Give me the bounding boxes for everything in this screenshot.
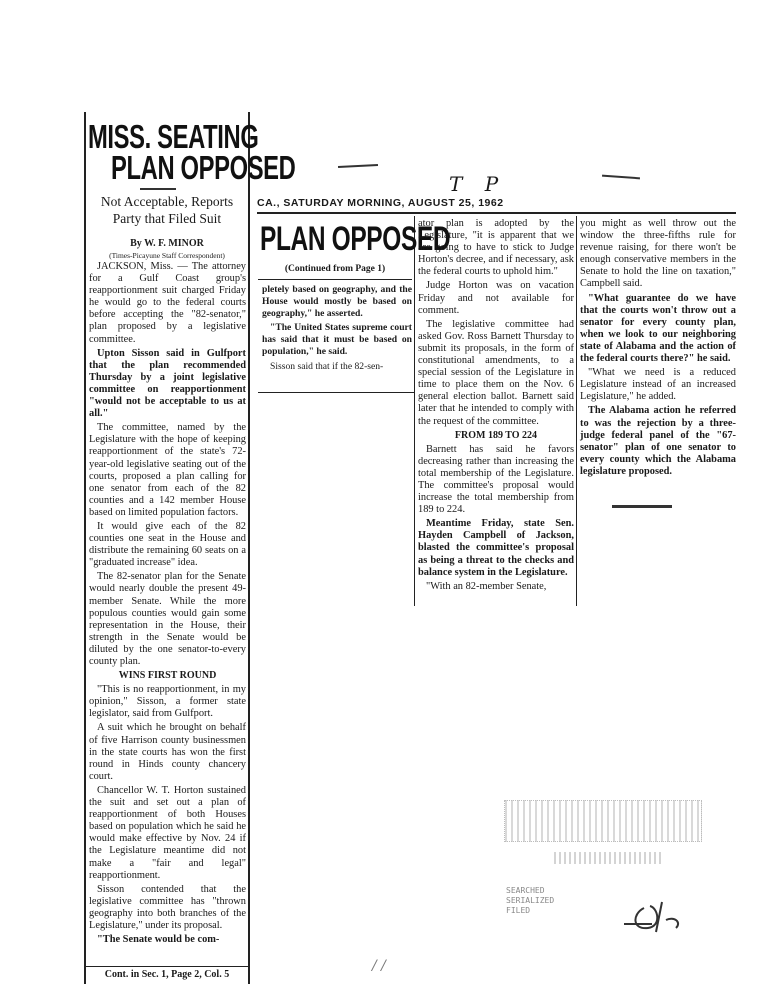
paragraph: JACKSON, Miss. — The attorney for a Gulf Coast group's reapportionment suit charged Friday he would go to the federal courts before accepting the "82-senator," plan proposed by a legislative committee.	[89, 261, 246, 345]
paragraph: Meantime Friday, state Sen. Hayden Campbell of Jackson, blasted the committee's proposal as being a threat to the checks and balance system in the Legislature.	[418, 518, 574, 578]
section-heading: FROM 189 TO 224	[454, 429, 538, 441]
paragraph: A suit which he brought on behalf of five Harrison county businessmen in the state courts has won the first round in Hinds county chancery court.	[89, 722, 246, 782]
right-col-3	[580, 218, 736, 480]
left-headline-2: PLAN OPPOSED	[111, 149, 296, 186]
paragraph: The Alabama action he referred to was the rejection by a three-judge federal panel of the "67-senator" plan of one senator to every county which the Alabama legislature proposed.	[580, 405, 736, 477]
paragraph: "With an 82-member Senate,	[426, 580, 547, 592]
paragraph: The legislative committee had asked Gov. Ross Barnett Thursday to submit its proposals, in the form of constitutional amendments, to a special session of the Legislature in time to place them on the Nov. 6 general election ballot. Barnett said later that he intended to comply with the request of the committee.	[418, 318, 574, 427]
paragraph: "The United States supreme court has said that it must be based on population," he said.	[262, 322, 412, 358]
right-col-2	[418, 218, 574, 595]
continued-line: Cont. in Sec. 1, Page 2, Col. 5	[104, 969, 230, 980]
column-rule	[414, 216, 415, 606]
byline: By W. F. MINOR	[130, 238, 204, 249]
paragraph: Barnett has said he favors decreasing rather than increasing the total membership of the Legislature. The committee's proposal would increase the total membership from 189 to 224.	[418, 443, 574, 516]
paragraph: "What guarantee do we have that the courts won't throw out a senator for every county plan, when we look to our neighboring state of Alabama and the action of the federal courts there?" he said.	[580, 292, 736, 365]
paragraph: The 82-senator plan for the Senate would nearly double the present 49-member Senate. While the more populous counties would gain some representation in the House, their strength in the Senate would be diluted by the one senator-to-every county plan.	[89, 571, 246, 667]
column-rule	[576, 216, 577, 606]
continued-from-rule	[258, 279, 412, 280]
left-subhead-2: Party that Filed Suit	[112, 211, 222, 226]
stamp-filed: FILED	[506, 906, 531, 915]
paragraph: Judge Horton was on vacation Friday and not available for comment.	[418, 280, 574, 316]
initials-scribble	[622, 898, 692, 938]
stamp-serialized: SERIALIZED	[506, 896, 555, 905]
end-mark	[612, 505, 672, 508]
paragraph: "This is no reapportionment, in my opinion," Sisson, a former state legislator, said from Gulfport.	[89, 684, 246, 720]
paragraph: Upton Sisson said in Gulfport that the plan recommended Thursday by a joint legislative committee on reapportionment "would not be acceptable to us at all."	[89, 347, 246, 420]
paragraph: "The Senate would be com-	[97, 934, 220, 946]
file-stamp	[504, 800, 700, 938]
section-heading: WINS FIRST ROUND	[118, 670, 217, 682]
paragraph: pletely based on geography, and the House would mostly be based on geography," he asserted.	[262, 284, 412, 320]
pencil-mark	[338, 164, 378, 168]
right-col-1	[262, 284, 412, 375]
stamp-block	[504, 800, 702, 842]
paragraph: Chancellor W. T. Horton sustained the suit and set out a plan of reapportionment of both Houses based on population which he said he would make effective by Nov. 24 if the Legislature meantime did not make a "fair and legal" reapportionment.	[89, 784, 246, 881]
dateline: CA., SATURDAY MORNING, AUGUST 25, 1962	[257, 197, 504, 209]
paragraph: ator plan is adopted by the Legislature, "it is apparent that we are going to have to stick to Judge Horton's decree, and if necessary, ask the federal courts to uphold him."	[418, 218, 574, 278]
handwritten-note: T P	[449, 172, 507, 196]
paragraph: Sisson said that if the 82-sen-	[270, 360, 384, 372]
right-rule	[248, 112, 250, 984]
left-subhead-1: Not Acceptable, Reports	[100, 194, 234, 209]
pencil-squiggle: / /	[372, 958, 386, 974]
left-article-body	[89, 261, 246, 948]
stamp-date	[554, 852, 664, 864]
headline-divider	[140, 188, 176, 190]
right-headline: PLAN OPPOSED	[260, 220, 451, 258]
dateline-rule	[257, 212, 736, 214]
paragraph: you might as well throw out the window the three-fifths rule for revenue raising, for there won't be enough conservative members in the Senate to hold the line on taxation," Campbell said.	[580, 218, 736, 290]
paragraph: "What we need is a reduced Legislature instead of an increased Legislature," he added.	[580, 367, 736, 403]
continued-from: (Continued from Page 1)	[284, 264, 386, 274]
left-headline-1: MISS. SEATING	[88, 118, 259, 155]
left-rule	[84, 112, 86, 984]
continued-rule	[86, 966, 248, 967]
col-bottom-rule	[258, 392, 414, 393]
stamp-searched: SEARCHED	[506, 886, 545, 895]
paragraph: It would give each of the 82 counties one seat in the House and distribute the remaining 60 seats on a "graduated increase" idea.	[89, 520, 246, 569]
paragraph: Sisson contended that the legislative committee has "thrown geography into both branches of the Legislature," under its proposal.	[89, 883, 246, 931]
paragraph: The committee, named by the Legislature with the hope of keeping reapportionment of the state's 72-year-old legislative seating out of the courts, proposed a plan calling for one senator from each of the 82 counties and a 142 member House based on limited population factors.	[89, 422, 246, 518]
byline-note: (Times-Picayune Staff Correspondent)	[109, 251, 225, 260]
pencil-mark	[602, 175, 640, 180]
